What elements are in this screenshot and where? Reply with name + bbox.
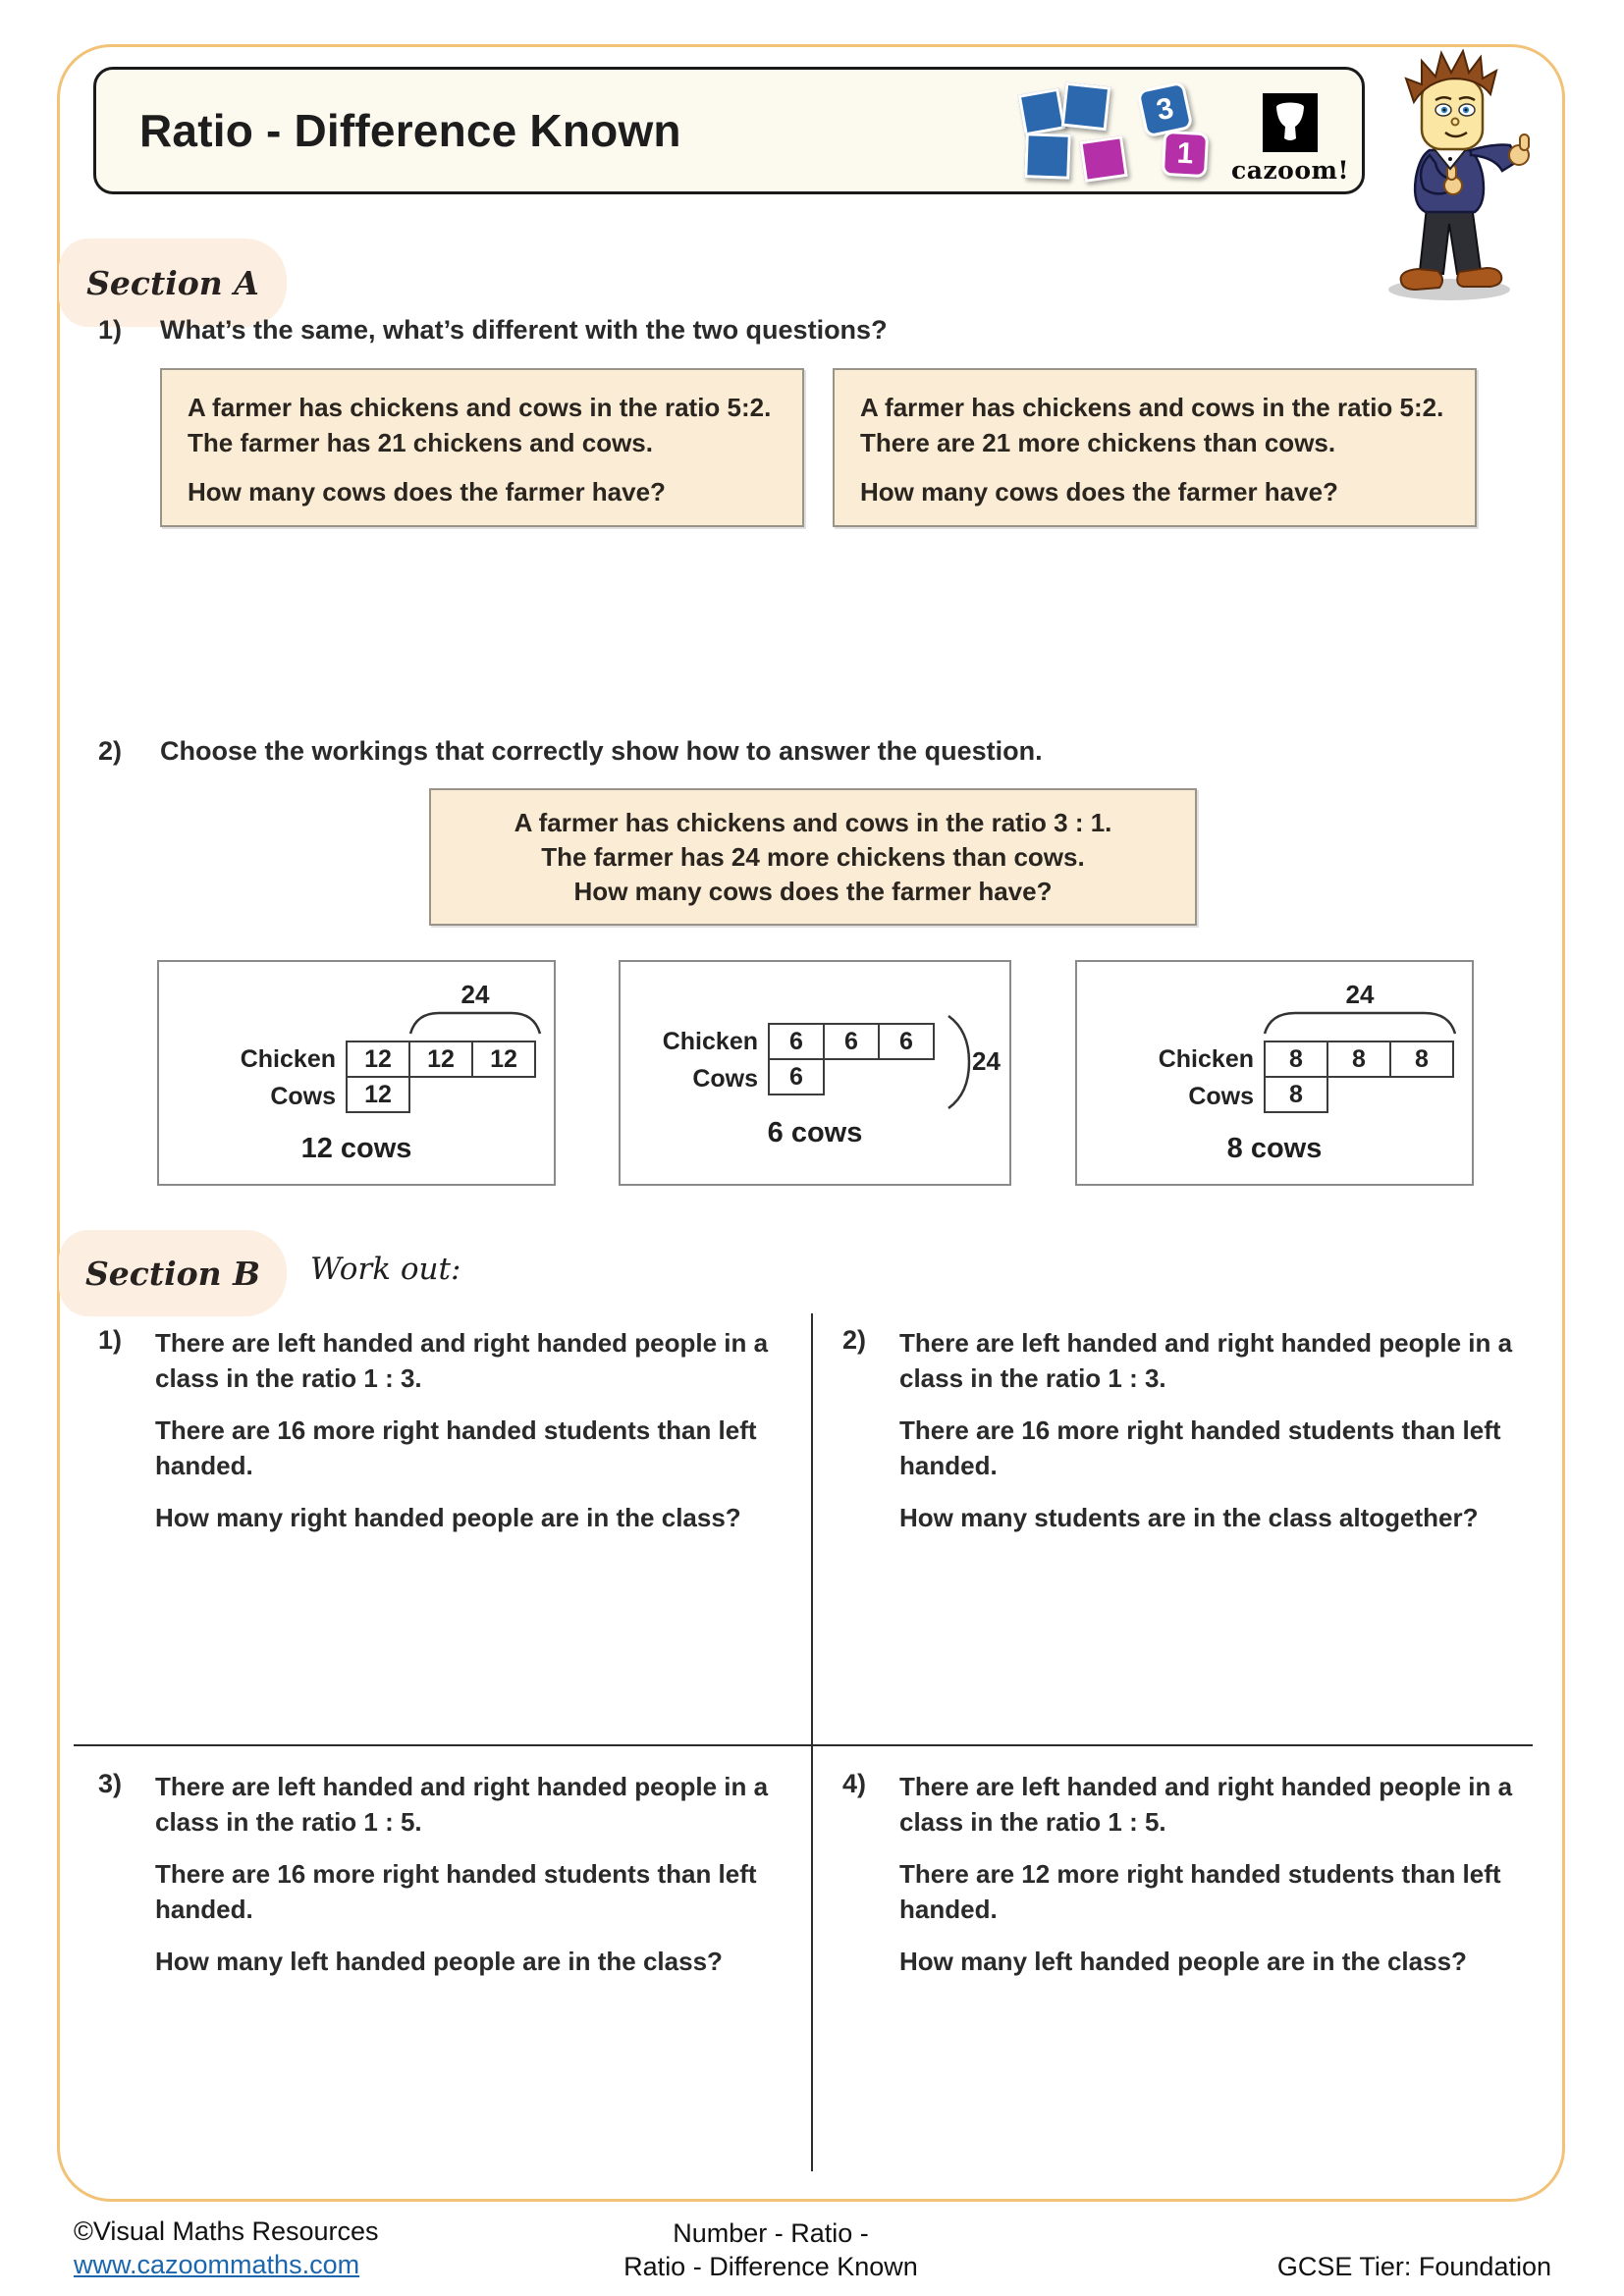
working-1-brace-value: 24 xyxy=(460,980,490,1009)
section-b-instruction: Work out: xyxy=(310,1252,461,1287)
compare-box-right xyxy=(833,368,1477,527)
b1-part3: How many right handed people are in the class? xyxy=(155,1503,741,1532)
working-option-2[interactable] xyxy=(619,960,1011,1186)
working-2-brace-value: 24 xyxy=(972,1046,1001,1076)
working-option-1[interactable] xyxy=(157,960,556,1186)
question-2-prompt: Choose the workings that correctly show how to answer the question. xyxy=(160,736,1043,766)
logo-number-tile-1 xyxy=(1162,131,1209,178)
compare-box-left xyxy=(160,368,804,527)
bar-cell: 12 xyxy=(408,1041,473,1078)
problem-line-2: The farmer has 24 more chickens than cows. xyxy=(541,841,1085,872)
bar-cell: 6 xyxy=(823,1023,880,1060)
working-1-row2-label: Cows xyxy=(270,1083,336,1110)
b1-part1: There are left handed and right handed people in a class in the ratio 1 : 3. xyxy=(155,1328,769,1393)
section-b-label: Section B xyxy=(84,1254,261,1293)
bar-cell: 8 xyxy=(1389,1041,1454,1078)
bar-cell: 6 xyxy=(768,1058,825,1095)
section-b-label-pill xyxy=(59,1230,287,1316)
question-2-number: 2) xyxy=(98,736,123,766)
logo-blue-square-icon xyxy=(1061,82,1110,132)
side-brace-icon xyxy=(945,1013,972,1111)
b-question-2 xyxy=(899,1325,1520,1552)
footer-topic-line1: Number - Ratio - xyxy=(673,2218,869,2248)
b-question-3 xyxy=(155,1769,788,1996)
working-1-row1-label: Chicken xyxy=(240,1045,336,1073)
b-question-4 xyxy=(899,1769,1520,1996)
b2-part3: How many students are in the class altogether? xyxy=(899,1503,1479,1532)
section-b-row-divider xyxy=(74,1744,1533,1746)
working-3-brace-value: 24 xyxy=(1345,980,1375,1009)
bar-cell: 8 xyxy=(1264,1041,1328,1078)
drum-icon xyxy=(1271,100,1310,145)
b4-part1: There are left handed and right handed people in a class in the ratio 1 : 5. xyxy=(899,1772,1513,1837)
logo-tile-1-label: 1 xyxy=(1175,136,1195,171)
footer-copyright: ©Visual Maths Resources xyxy=(74,2216,379,2246)
working-2-answer: 6 cows xyxy=(767,1117,863,1148)
b3-part2: There are 16 more right handed students than left handed. xyxy=(155,1859,757,1924)
b-question-1 xyxy=(155,1325,788,1552)
working-3-row2-label: Cows xyxy=(1188,1083,1254,1110)
question-1-number: 1) xyxy=(98,315,123,345)
b2-part2: There are 16 more right handed students than left handed. xyxy=(899,1415,1501,1480)
working-3-row1-label: Chicken xyxy=(1158,1045,1254,1073)
logo-blue-square-icon xyxy=(1018,88,1066,136)
b-question-3-number: 3) xyxy=(98,1769,123,1798)
b2-part1: There are left handed and right handed people in a class in the ratio 1 : 3. xyxy=(899,1328,1513,1393)
top-brace-icon xyxy=(407,1009,543,1037)
b-question-2-number: 2) xyxy=(842,1325,867,1355)
logo-tile-3-label: 3 xyxy=(1153,91,1176,127)
bar-cell: 8 xyxy=(1264,1076,1328,1113)
compare-box-right-question: How many cows does the farmer have? xyxy=(860,477,1338,507)
page-title: Ratio - Difference Known xyxy=(139,105,681,156)
logo-number-tile-3 xyxy=(1136,80,1193,137)
b3-part3: How many left handed people are in the class? xyxy=(155,1947,723,1976)
b-question-4-number: 4) xyxy=(842,1769,867,1798)
cazoom-brand-text: cazoom! xyxy=(1231,156,1349,185)
working-1-answer: 12 cows xyxy=(300,1133,412,1164)
bar-cell: 6 xyxy=(878,1023,935,1060)
bar-cell: 12 xyxy=(346,1041,410,1078)
logo-blue-square-icon xyxy=(1024,133,1071,180)
compare-box-left-statement: A farmer has chickens and cows in the ratio 5:2. The farmer has 21 chickens and cows. xyxy=(188,393,772,457)
bar-cell: 12 xyxy=(471,1041,536,1078)
working-2-row1-label: Chicken xyxy=(662,1028,758,1055)
problem-line-3: How many cows does the farmer have? xyxy=(573,876,1053,906)
section-a-label: Section A xyxy=(86,263,259,302)
b-question-1-number: 1) xyxy=(98,1325,123,1355)
b1-part2: There are 16 more right handed students than left handed. xyxy=(155,1415,757,1480)
logo-magenta-square-icon xyxy=(1079,135,1127,183)
footer-website-link[interactable]: www.cazoommaths.com xyxy=(74,2250,360,2279)
section-a-label-pill xyxy=(59,239,287,327)
working-2-row2-label: Cows xyxy=(692,1065,758,1093)
bar-cell: 6 xyxy=(768,1023,825,1060)
b4-part2: There are 12 more right handed students than left handed. xyxy=(899,1859,1501,1924)
section-b-column-divider xyxy=(811,1313,813,2171)
mascot-boy-illustration xyxy=(1371,49,1545,306)
bar-cell: 8 xyxy=(1326,1041,1391,1078)
b4-part3: How many left handed people are in the class? xyxy=(899,1947,1467,1976)
worksheet-title-box xyxy=(93,67,1365,194)
cazoom-drum-logo xyxy=(1263,93,1318,152)
working-option-3[interactable] xyxy=(1075,960,1474,1186)
footer-tier: GCSE Tier: Foundation xyxy=(1276,2252,1551,2281)
question-1-prompt: What’s the same, what’s different with the two questions? xyxy=(160,315,888,345)
bar-cell: 12 xyxy=(346,1076,410,1113)
working-3-answer: 8 cows xyxy=(1226,1133,1323,1164)
top-brace-icon xyxy=(1262,1009,1458,1037)
problem-line-1: A farmer has chickens and cows in the ratio 3 : 1. xyxy=(514,807,1112,837)
compare-box-right-statement: A farmer has chickens and cows in the ratio 5:2. There are 21 more chickens than cows. xyxy=(860,393,1444,457)
compare-box-left-question: How many cows does the farmer have? xyxy=(188,477,666,507)
footer-topic-line2: Ratio - Difference Known xyxy=(623,2252,918,2281)
b3-part1: There are left handed and right handed people in a class in the ratio 1 : 5. xyxy=(155,1772,769,1837)
question-2-problem-box xyxy=(429,788,1197,926)
